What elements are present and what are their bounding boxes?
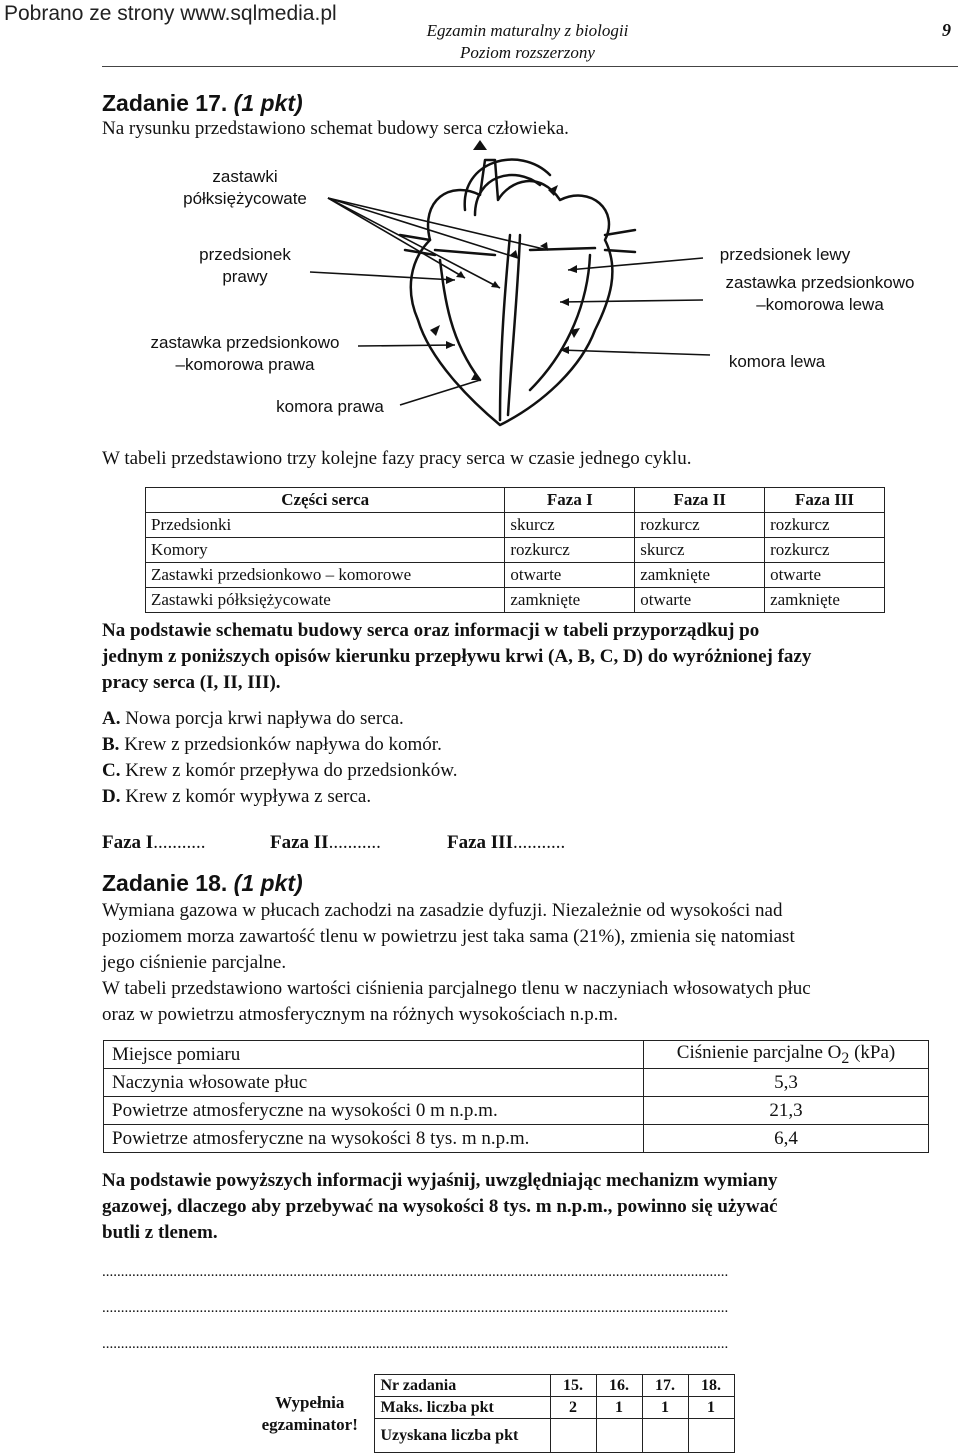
task18-p1-line2: poziomem morza zawartość tlenu w powietrzu jest taka sama (21%), zmienia się natomiast xyxy=(102,926,795,947)
answer-faza-3[interactable]: Faza III........... xyxy=(447,832,566,853)
exam-title-line1: Egzamin maturalny z biologii xyxy=(426,21,629,40)
examiner-label: Wypełnia egzaminator! xyxy=(246,1375,374,1453)
task17-instruction-line1: Na podstawie schematu budowy serca oraz informacji w tabeli przyporządkuj po xyxy=(102,620,760,641)
score-input-17[interactable] xyxy=(642,1419,688,1453)
table-cell: skurcz xyxy=(635,538,765,563)
page-number: 9 xyxy=(942,20,951,40)
watermark: Pobrano ze strony www.sqlmedia.pl xyxy=(4,2,337,25)
table-cell: Uzyskana liczba pkt xyxy=(374,1419,550,1453)
task18-p2-line2: oraz w powietrzu atmosferycznym na różnych wysokościach n.p.m. xyxy=(102,1004,618,1025)
table-cell: Zastawki półksiężycowate xyxy=(146,588,505,613)
table-cell: 1 xyxy=(596,1397,642,1419)
score-input-16[interactable] xyxy=(596,1419,642,1453)
table-cell: otwarte xyxy=(635,588,765,613)
table-header: Ciśnienie parcjalne $O_2$ (kPa) xyxy=(644,1041,929,1069)
table-cell: Komory xyxy=(146,538,505,563)
table-cell: zamknięte xyxy=(765,588,885,613)
table-cell: 1 xyxy=(688,1397,734,1419)
table-cell: 17. xyxy=(642,1375,688,1397)
task17-instruction-line2: jednym z poniższych opisów kierunku przepływu krwi (A, B, C, D) do wyróżnionej fazy xyxy=(102,646,812,667)
table-row xyxy=(146,538,885,563)
table-row xyxy=(104,1125,929,1153)
table-header-row xyxy=(104,1041,929,1069)
exam-title-line2: Poziom rozszerzony xyxy=(460,43,595,62)
examiner-table xyxy=(246,1374,735,1453)
heart-diagram xyxy=(100,140,960,430)
table-cell: Przedsionki xyxy=(146,513,505,538)
examiner-row-tasks xyxy=(246,1375,734,1397)
table-cell: zamknięte xyxy=(505,588,635,613)
table-cell: 16. xyxy=(596,1375,642,1397)
table-cell: Naczynia włosowate płuc xyxy=(104,1069,644,1097)
option-c: C. Krew z komór przepływa do przedsionków. xyxy=(102,760,458,781)
table-cell: rozkurcz xyxy=(765,538,885,563)
option-b: B. Krew z przedsionków napływa do komór. xyxy=(102,734,442,755)
heart-phases-table xyxy=(145,487,885,613)
exam-title xyxy=(410,20,645,64)
answer-line[interactable]: ....................................................................................................................................................................... xyxy=(102,1336,729,1352)
oxygen-pressure-table xyxy=(103,1040,929,1153)
table-header: Faza II xyxy=(635,488,765,513)
table-cell: 1 xyxy=(642,1397,688,1419)
table-cell: Nr zadania xyxy=(374,1375,550,1397)
table-row xyxy=(146,563,885,588)
table-row xyxy=(104,1097,929,1125)
table-cell: 6,4 xyxy=(644,1125,929,1153)
table-cell: rozkurcz xyxy=(505,538,635,563)
table-cell: zamknięte xyxy=(635,563,765,588)
table-row xyxy=(146,513,885,538)
table-cell: otwarte xyxy=(505,563,635,588)
label-przedsionek-lewy: przedsionek lewy xyxy=(719,245,851,264)
task18-p1-line1: Wymiana gazowa w płucach zachodzi na zasadzie dyfuzji. Niezależnie od wysokości nad xyxy=(102,900,783,921)
task17-heading: Zadanie 17. (1 pkt) xyxy=(102,90,303,116)
option-d: D. Krew z komór wypływa z serca. xyxy=(102,786,372,807)
table-row xyxy=(104,1069,929,1097)
label-zastawka-prawa: zastawka przedsionkowo –komorowa prawa xyxy=(150,333,340,374)
header-divider xyxy=(102,66,958,67)
table-cell: 5,3 xyxy=(644,1069,929,1097)
task17-instruction-line3: pracy serca (I, II, III). xyxy=(102,672,281,693)
task17-intro: Na rysunku przedstawiono schemat budowy serca człowieka. xyxy=(102,118,569,139)
score-input-18[interactable] xyxy=(688,1419,734,1453)
score-input-15[interactable] xyxy=(550,1419,596,1453)
label-przedsionek-prawy: przedsionek prawy xyxy=(199,245,291,286)
answer-line[interactable]: ....................................................................................................................................................................... xyxy=(102,1300,729,1316)
task18-p2-line1: W tabeli przedstawiono wartości ciśnienia parcjalnego tlenu w naczyniach włosowatych płuc xyxy=(102,978,811,999)
answer-faza-1[interactable]: Faza I........... xyxy=(102,832,206,853)
option-a: A. Nowa porcja krwi napływa do serca. xyxy=(102,708,404,729)
table-cell: 15. xyxy=(550,1375,596,1397)
table-cell: Powietrze atmosferyczne na wysokości 8 tys. m n.p.m. xyxy=(104,1125,644,1153)
table-cell: Powietrze atmosferyczne na wysokości 0 m n.p.m. xyxy=(104,1097,644,1125)
table-header: Faza III xyxy=(765,488,885,513)
answer-line[interactable]: ....................................................................................................................................................................... xyxy=(102,1264,729,1280)
task18-question-line2: gazowej, dlaczego aby przebywać na wysokości 8 tys. m n.p.m., powinno się używać xyxy=(102,1196,778,1217)
task17-table-intro: W tabeli przedstawiono trzy kolejne fazy pracy serca w czasie jednego cyklu. xyxy=(102,448,692,469)
label-zastawki-polksiezycowate: zastawki półksiężycowate xyxy=(183,167,307,208)
table-header: Faza I xyxy=(505,488,635,513)
table-cell: 2 xyxy=(550,1397,596,1419)
label-komora-prawa: komora prawa xyxy=(276,397,384,416)
task18-question-line3: butli z tlenem. xyxy=(102,1222,218,1243)
label-zastawka-lewa: zastawka przedsionkowo –komorowa lewa xyxy=(725,273,915,314)
table-header: Miejsce pomiaru xyxy=(104,1041,644,1069)
label-komora-lewa: komora lewa xyxy=(728,352,826,371)
table-cell: skurcz xyxy=(505,513,635,538)
table-header-row xyxy=(146,488,885,513)
task18-heading: Zadanie 18. (1 pkt) xyxy=(102,870,303,896)
table-cell: otwarte xyxy=(765,563,885,588)
table-cell: Maks. liczba pkt xyxy=(374,1397,550,1419)
answer-faza-2[interactable]: Faza II........... xyxy=(270,832,381,853)
table-cell: rozkurcz xyxy=(635,513,765,538)
task18-p1-line3: jego ciśnienie parcjalne. xyxy=(102,952,287,973)
table-cell: 21,3 xyxy=(644,1097,929,1125)
table-header: Części serca xyxy=(146,488,505,513)
table-cell: rozkurcz xyxy=(765,513,885,538)
task18-question-line1: Na podstawie powyższych informacji wyjaśnij, uwzględniając mechanizm wymiany xyxy=(102,1170,778,1191)
table-row xyxy=(146,588,885,613)
table-cell: 18. xyxy=(688,1375,734,1397)
table-cell: Zastawki przedsionkowo – komorowe xyxy=(146,563,505,588)
